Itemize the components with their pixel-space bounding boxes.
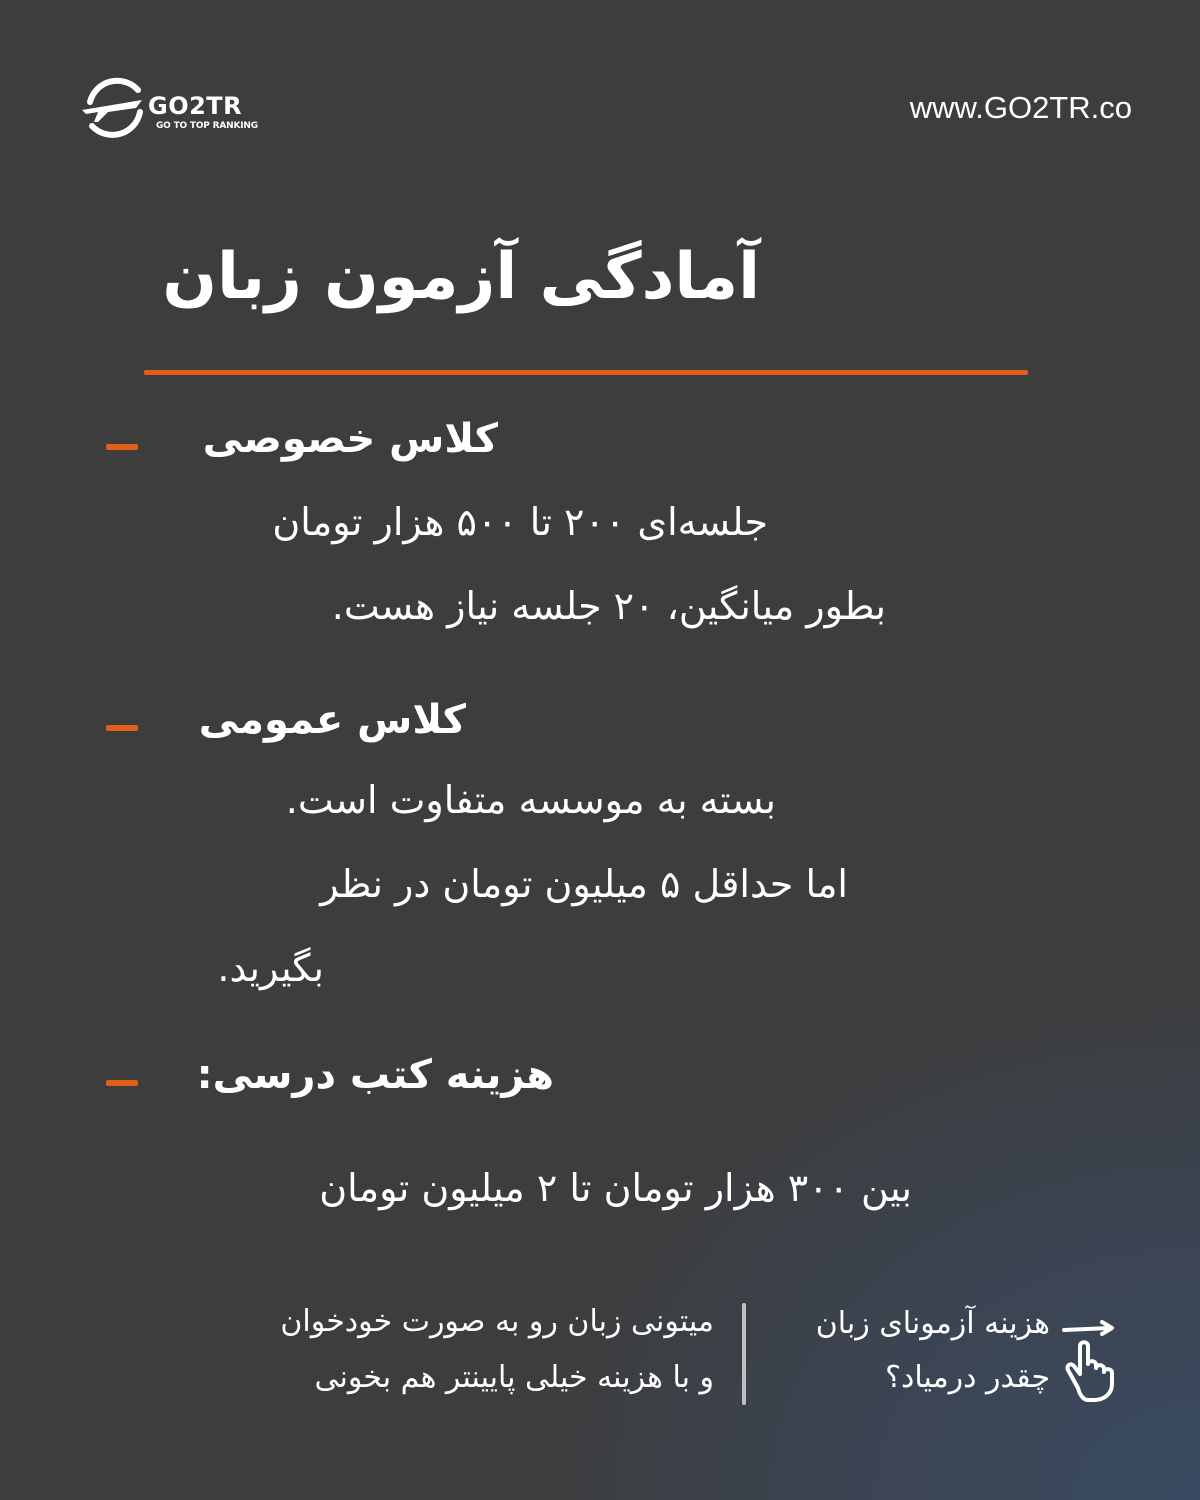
section-line: اما حداقل ۵ میلیون تومان در نظر <box>320 862 848 906</box>
section-heading: هزینه کتب درسی: <box>196 1052 554 1098</box>
footer-separator <box>742 1303 746 1405</box>
logo-tagline: GO TO TOP RANKING <box>156 121 258 131</box>
section-line: بین ۳۰۰ هزار تومان تا ۲ میلیون تومان <box>319 1166 912 1210</box>
section-heading: کلاس عمومی <box>198 697 466 743</box>
section-bullet <box>106 725 138 731</box>
logo-wordmark: GO2TR <box>148 92 243 120</box>
page-title: آمادگی آزمون زبان <box>162 240 760 314</box>
airplane-logo-icon <box>78 72 150 144</box>
footer-note-line: و با هزینه خیلی پایینتر هم بخونی <box>314 1360 714 1395</box>
section-line: بگیرید. <box>217 946 324 990</box>
footer-note-line: میتونی زبان رو به صورت خودخوان <box>280 1304 714 1339</box>
section-heading: کلاس خصوصی <box>202 416 498 462</box>
section-bullet <box>106 1080 138 1086</box>
section-line: جلسه‌ای ۲۰۰ تا ۵۰۰ هزار تومان <box>272 500 768 544</box>
section-bullet <box>106 444 138 450</box>
section-line: بطور میانگین، ۲۰ جلسه نیاز هست. <box>331 584 886 628</box>
section-line: بسته به موسسه متفاوت است. <box>285 778 776 822</box>
tap-hand-icon[interactable] <box>1058 1318 1122 1404</box>
footer-link-line[interactable]: هزینه آزمونای زبان <box>815 1306 1050 1341</box>
title-divider <box>144 370 1028 375</box>
website-url: www.GO2TR.co <box>909 90 1132 125</box>
footer-link-line[interactable]: چقدر درمیاد؟ <box>885 1360 1050 1395</box>
